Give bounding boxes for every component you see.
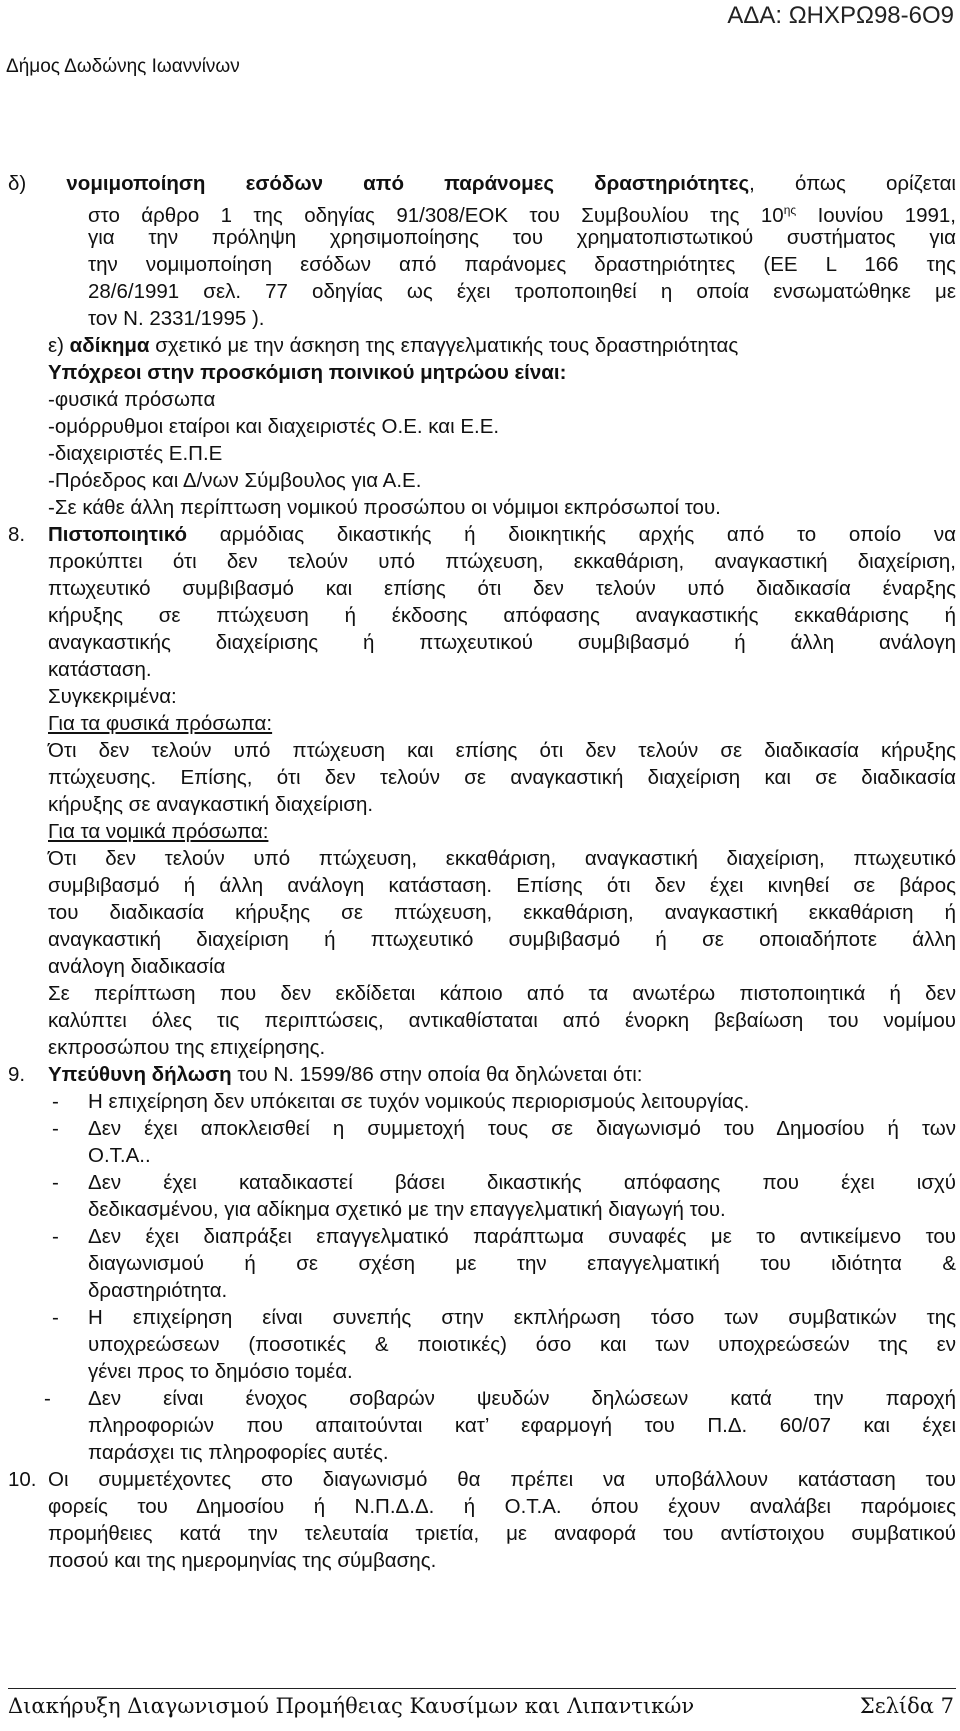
term-money-laundering: νομιμοποίηση εσόδων από παράνομες δραστηριότητες bbox=[66, 172, 750, 195]
obliged-item: -Σε κάθε άλλη περίπτωση νομικού προσώπου οι νόμιμοι εκπρόσωποί του. bbox=[48, 496, 721, 519]
bullet-dash: - bbox=[52, 1090, 59, 1113]
item-8-note-line-2: καλύπτει όλες τις περιπτώσεις, αντικαθίσταται από ένορκη βεβαίωση του νομίμου bbox=[48, 1009, 956, 1032]
item-9-number: 9. bbox=[8, 1063, 26, 1086]
bullet-dash: - bbox=[44, 1387, 51, 1410]
bullet-dash: - bbox=[52, 1306, 59, 1329]
declaration-item-2-line-2: Ο.Τ.Α.. bbox=[88, 1144, 151, 1167]
bullet-dash: - bbox=[52, 1225, 59, 1248]
item-8-specifically: Συγκεκριμένα: bbox=[48, 685, 177, 708]
declaration-item-2-line-1: Δεν έχει αποκλεισθεί η συμμετοχή τους σε διαγωνισμό του Δημοσίου ή των bbox=[88, 1117, 956, 1140]
legal-persons-heading: Για τα νομικά πρόσωπα: bbox=[48, 820, 269, 843]
bullet-dash: - bbox=[52, 1117, 59, 1140]
item-8-line-2: προκύπτει ότι δεν τελούν υπό πτώχευση, εκκαθάριση, αναγκαστική διαχείριση, bbox=[48, 550, 956, 573]
declaration-item-4-line-2: διαγωνισμού ή σε σχέση με την επαγγελματική του ιδιότητα & bbox=[88, 1252, 956, 1275]
item-8-line-4: κήρυξης σε πτώχευση ή έκδοσης απόφασης αναγκαστικής εκκαθάρισης ή bbox=[48, 604, 956, 627]
legal-persons-line-5: ανάλογη διαδικασία bbox=[48, 955, 226, 978]
item-8-line-1: Πιστοποιητικό αρμόδιας δικαστικής ή διοικητικής αρχής από το οποίο να bbox=[48, 523, 956, 546]
declaration-item-4-line-3: δραστηριότητα. bbox=[88, 1279, 228, 1302]
item-10-line-2: φορείς του Δημοσίου ή Ν.Π.Δ.Δ. ή Ο.Τ.Α. όπου έχουν αναλάβει παρόμοιες bbox=[48, 1495, 956, 1518]
item-8-line-3: πτωχευτικό συμβιβασμό και επίσης ότι δεν τελούν υπό διαδικασία έναρξης bbox=[48, 577, 956, 600]
declaration-item-5-line-2: υποχρεώσεων (ποσοτικές & ποιοτικές) όσο και των υποχρεώσεών της εν bbox=[88, 1333, 956, 1356]
term-certificate: Πιστοποιητικό bbox=[48, 523, 188, 546]
declaration-item-6-line-2: πληροφοριών που απαιτούνται κατ’ εφαρμογή του Π.Δ. 60/07 και έχει bbox=[88, 1414, 956, 1437]
item-10-number: 10. bbox=[8, 1468, 37, 1491]
declaration-item-3-line-2: δεδικασμένου, για αδίκημα σχετικό με την επαγγελματική διαγωγή του. bbox=[88, 1198, 726, 1221]
para-d-line-2: στο άρθρο 1 της οδηγίας 91/308/ΕΟΚ του Συμβουλίου της $10^{\eta\varsigma}$ Ιουνίου 1991, bbox=[88, 203, 956, 227]
natural-persons-line-1: Ότι δεν τελούν υπό πτώχευση και επίσης ότι δεν τελούν σε διαδικασία κήρυξης bbox=[48, 739, 956, 762]
item-10-line-3: προμήθειες κατά την τελευταία τριετία, με αναφορά του αντίστοιχου συμβατικού bbox=[48, 1522, 956, 1545]
natural-persons-heading: Για τα φυσικά πρόσωπα: bbox=[48, 712, 273, 735]
legal-persons-line-2: συμβιβασμό ή άλλη ανάλογη κατάσταση. Επίσης ότι δεν έχει κινηθεί σε βάρος bbox=[48, 874, 956, 897]
para-d-line-5: 28/6/1991 σελ. 77 οδηγίας ως έχει τροποποιηθεί η οποία ενσωματώθηκε με bbox=[88, 280, 956, 303]
para-d-line-1: δ) νομιμοποίηση εσόδων από παράνομες δραστηριότητες, όπως ορίζεται bbox=[8, 172, 956, 195]
footer-divider bbox=[8, 1688, 956, 1689]
para-e: ε) αδίκημα σχετικό με την άσκηση της επαγγελματικής τους δραστηριότητας bbox=[48, 334, 739, 357]
declaration-item-5-line-3: γένει προς το δημόσιο τομέα. bbox=[88, 1360, 353, 1383]
legal-persons-line-3: του διαδικασία κήρυξης σε πτώχευση, εκκαθάριση, αναγκαστική εκκαθάριση ή bbox=[48, 901, 956, 924]
bullet-dash: - bbox=[52, 1171, 59, 1194]
obliged-item: -φυσικά πρόσωπα bbox=[48, 388, 216, 411]
obliged-item: -ομόρρυθμοι εταίροι και διαχειριστές Ο.Ε. και Ε.Ε. bbox=[48, 415, 500, 438]
declaration-item-5-line-1: Η επιχείρηση είναι συνεπής στην εκπλήρωση τόσο των συμβατικών της bbox=[88, 1306, 956, 1329]
item-10-line-4: ποσού και της ημερομηνίας της σύμβασης. bbox=[48, 1549, 437, 1572]
para-d-line-4: την νομιμοποίηση εσόδων από παράνομες δραστηριότητες (ΕΕ L 166 της bbox=[88, 253, 956, 276]
declaration-item-1: Η επιχείρηση δεν υπόκειται σε τυχόν νομικούς περιορισμούς λειτουργίας. bbox=[88, 1090, 750, 1113]
obliged-item: -Πρόεδρος και Δ/νων Σύμβουλος για Α.Ε. bbox=[48, 469, 422, 492]
declaration-item-6-line-3: παράσχει τις πληροφορίες αυτές. bbox=[88, 1441, 389, 1464]
declaration-item-4-line-1: Δεν έχει διαπράξει επαγγελματικό παράπτωμα συναφές με το αντικείμενο του bbox=[88, 1225, 956, 1248]
declaration-item-6-line-1: Δεν είναι ένοχος σοβαρών ψευδών δηλώσεων κατά την παροχή bbox=[88, 1387, 956, 1410]
term-solemn-declaration: Υπεύθυνη δήλωση bbox=[48, 1063, 232, 1086]
municipality-name: Δήμος Δωδώνης Ιωαννίνων bbox=[6, 56, 240, 77]
para-d-line-6: τον Ν. 2331/1995 ). bbox=[88, 307, 265, 330]
natural-persons-line-3: κήρυξης σε αναγκαστική διαχείριση. bbox=[48, 793, 374, 816]
item-8-line-6: κατάσταση. bbox=[48, 658, 152, 681]
legal-persons-line-4: αναγκαστική διαχείριση ή πτωχευτικό συμβιβασμό ή σε οποιαδήποτε άλλη bbox=[48, 928, 956, 951]
term-offence: αδίκημα bbox=[69, 334, 150, 357]
obliged-item: -διαχειριστές Ε.Π.Ε bbox=[48, 442, 223, 465]
item-8-line-5: αναγκαστικής διαχείρισης ή πτωχευτικού συμβιβασμό ή άλλη ανάλογη bbox=[48, 631, 956, 654]
para-d-line-3: για την πρόληψη χρησιμοποίησης του χρηματοπιστωτικού συστήματος για bbox=[88, 226, 956, 249]
item-8-number: 8. bbox=[8, 523, 26, 546]
footer-page-number: Σελίδα 7 bbox=[859, 1694, 954, 1718]
item-8-note-line-3: εκπροσώπου της επιχείρησης. bbox=[48, 1036, 326, 1059]
legal-persons-line-1: Ότι δεν τελούν υπό πτώχευση, εκκαθάριση, αναγκαστική διαχείριση, πτωχευτικό bbox=[48, 847, 956, 870]
item-8-note-line-1: Σε περίπτωση που δεν εκδίδεται κάποιο από τα ανωτέρω πιστοποιητικά ή δεν bbox=[48, 982, 956, 1005]
item-9-line-1: Υπεύθυνη δήλωση του Ν. 1599/86 στην οποία θα δηλώνεται ότι: bbox=[48, 1063, 643, 1086]
declaration-item-3-line-1: Δεν έχει καταδικαστεί βάσει δικαστικής απόφασης που έχει ισχύ bbox=[88, 1171, 956, 1194]
footer-document-title: Διακήρυξη Διαγωνισμού Προμήθειας Καυσίμων και Λιπαντικών bbox=[8, 1694, 695, 1718]
ada-code: ΑΔΑ: ΩΗΧΡΩ98-6Ο9 bbox=[727, 2, 954, 29]
item-10-line-1: Οι συμμετέχοντες στο διαγωνισμό θα πρέπει να υποβάλλουν κατάσταση του bbox=[48, 1468, 956, 1491]
obliged-heading: Υπόχρεοι στην προσκόμιση ποινικού μητρώου είναι: bbox=[48, 361, 567, 384]
natural-persons-line-2: πτώχευσης. Επίσης, ότι δεν τελούν σε αναγκαστική διαχείριση και σε διαδικασία bbox=[48, 766, 956, 789]
